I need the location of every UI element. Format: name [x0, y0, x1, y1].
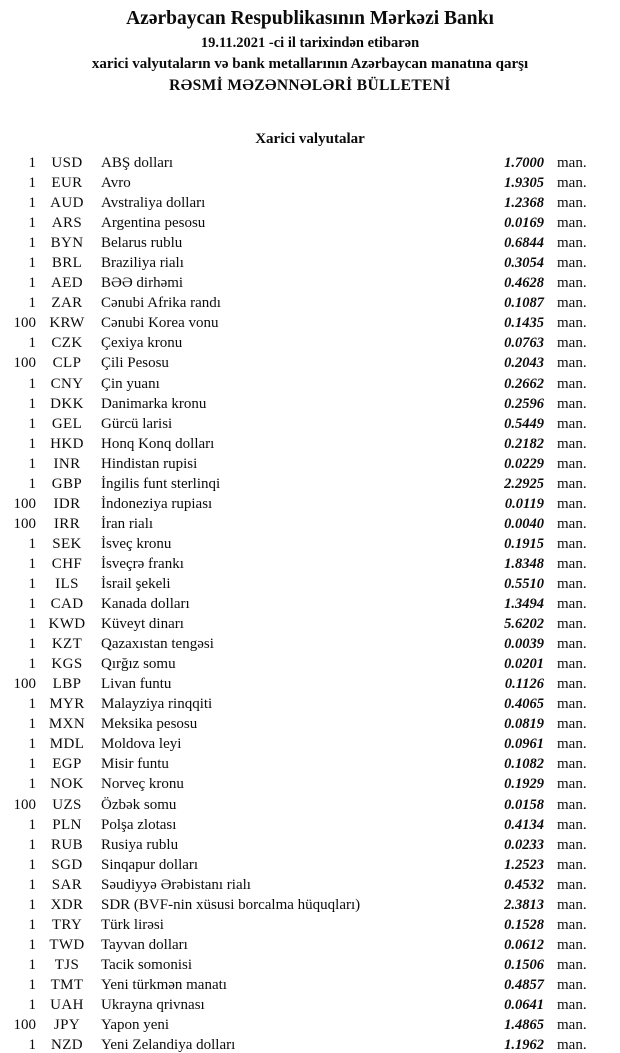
table-row	[0, 213, 620, 233]
table-row	[0, 955, 620, 975]
quantity: 1	[28, 275, 36, 292]
currency-code: MDL	[49, 736, 85, 753]
quantity: 1	[28, 535, 36, 552]
currency-name: İran rialı	[101, 515, 154, 532]
quantity: 1	[28, 716, 36, 733]
bulletin-subtitle: xarici valyutaların və bank metallarının Azərbaycan manatına qarşı	[91, 56, 529, 72]
currency-code: TWD	[49, 936, 85, 953]
currency-name: Kanada dolları	[101, 596, 190, 613]
rate-unit: man.	[557, 515, 587, 532]
quantity: 100	[13, 315, 36, 332]
rate-unit: man.	[557, 796, 587, 813]
table-row	[0, 855, 620, 875]
currency-code: MYR	[49, 696, 85, 713]
currency-code: PLN	[52, 816, 82, 833]
table-row	[0, 193, 620, 213]
rate-unit: man.	[557, 315, 587, 332]
currency-code: IDR	[53, 495, 81, 512]
currency-code: INR	[53, 455, 81, 472]
quantity: 1	[28, 756, 36, 773]
quantity: 100	[13, 515, 36, 532]
rate-unit: man.	[557, 696, 587, 713]
quantity: 1	[28, 195, 36, 212]
quantity: 1	[28, 956, 36, 973]
quantity: 1	[28, 455, 36, 472]
table-row	[0, 1015, 620, 1035]
rate-unit: man.	[557, 816, 587, 833]
quantity: 1	[28, 415, 36, 432]
currency-name: Hindistan rupisi	[101, 455, 198, 472]
rate-unit: man.	[557, 736, 587, 753]
quantity: 1	[28, 636, 36, 653]
table-row	[0, 534, 620, 554]
rate-value: 0.1435	[504, 315, 544, 332]
rate-value: 0.1126	[504, 676, 544, 693]
currency-code: SEK	[52, 535, 82, 552]
rate-unit: man.	[557, 435, 587, 452]
rate-value: 2.3813	[504, 896, 544, 913]
table-row	[0, 935, 620, 955]
currency-name: Belarus rublu	[101, 235, 183, 252]
table-row	[0, 875, 620, 895]
rate-value: 0.1082	[504, 756, 544, 773]
currency-code: GBP	[51, 475, 83, 492]
quantity: 1	[28, 335, 36, 352]
rate-value: 0.0229	[504, 455, 544, 472]
quantity: 100	[13, 1017, 36, 1034]
table-row	[0, 273, 620, 293]
table-row	[0, 694, 620, 714]
rate-value: 1.9305	[504, 175, 544, 192]
table-row	[0, 995, 620, 1015]
rate-unit: man.	[557, 916, 587, 933]
quantity: 1	[28, 596, 36, 613]
quantity: 1	[28, 435, 36, 452]
rate-unit: man.	[557, 475, 587, 492]
table-row	[0, 394, 620, 414]
currency-name: Gürcü larisi	[101, 415, 173, 432]
quantity: 100	[13, 796, 36, 813]
rate-value: 0.0233	[504, 836, 544, 853]
currency-code: CAD	[50, 596, 84, 613]
currency-code: NZD	[50, 1037, 84, 1053]
bank-name-title: Azərbaycan Respublikasının Mərkəzi Bankı	[126, 8, 494, 29]
rate-unit: man.	[557, 656, 587, 673]
currency-name: İsrail şekeli	[101, 575, 171, 592]
rate-value: 0.4628	[504, 275, 544, 292]
rate-unit: man.	[557, 996, 587, 1013]
rate-value: 1.2523	[504, 856, 544, 873]
exchange-rates-table	[0, 153, 620, 1053]
table-row	[0, 815, 620, 835]
rate-unit: man.	[557, 535, 587, 552]
rate-value: 2.2925	[504, 475, 544, 492]
table-row	[0, 494, 620, 514]
table-row	[0, 734, 620, 754]
bulletin-title: RƏSMİ MƏZƏNNƏLƏRİ BÜLLETENİ	[169, 77, 451, 94]
table-row	[0, 253, 620, 273]
rate-value: 0.1915	[504, 535, 544, 552]
rate-value: 0.0201	[504, 656, 544, 673]
table-row	[0, 714, 620, 734]
quantity: 1	[28, 916, 36, 933]
currency-code: DKK	[50, 395, 84, 412]
rate-unit: man.	[557, 936, 587, 953]
quantity: 1	[28, 616, 36, 633]
rate-value: 0.0040	[504, 515, 544, 532]
quantity: 1	[28, 816, 36, 833]
rate-value: 0.0641	[504, 996, 544, 1013]
currency-name: İndoneziya rupiası	[101, 495, 213, 512]
currency-code: KWD	[48, 616, 86, 633]
rate-value: 0.2182	[504, 435, 544, 452]
table-row	[0, 975, 620, 995]
currency-name: Meksika pesosu	[101, 716, 198, 733]
table-row	[0, 774, 620, 794]
currency-code: HKD	[50, 435, 84, 452]
currency-name: Tacik somonisi	[101, 956, 193, 973]
rate-value: 0.0039	[504, 636, 544, 653]
rate-unit: man.	[557, 215, 587, 232]
rate-unit: man.	[557, 596, 587, 613]
currency-code: RUB	[50, 836, 84, 853]
rate-value: 1.8348	[504, 555, 544, 572]
rate-value: 0.4134	[504, 816, 544, 833]
rate-unit: man.	[557, 175, 587, 192]
currency-code: EUR	[51, 175, 83, 192]
quantity: 1	[28, 876, 36, 893]
rate-unit: man.	[557, 896, 587, 913]
table-row	[0, 754, 620, 774]
table-row	[0, 233, 620, 253]
quantity: 1	[28, 255, 36, 272]
currency-code: GEL	[51, 415, 83, 432]
currency-code: UZS	[52, 796, 82, 813]
quantity: 100	[13, 495, 36, 512]
rate-value: 0.0763	[504, 335, 544, 352]
currency-code: CZK	[51, 335, 83, 352]
table-row	[0, 574, 620, 594]
rate-unit: man.	[557, 716, 587, 733]
currency-name: SDR (BVF-nin xüsusi borcalma hüquqları)	[101, 896, 361, 913]
currency-code: KZT	[51, 636, 83, 653]
currency-name: Ukrayna qrivnası	[101, 996, 205, 1013]
currency-name: Moldova leyi	[101, 736, 182, 753]
rate-value: 0.6844	[504, 235, 544, 252]
quantity: 1	[28, 235, 36, 252]
currency-name: Çin yuanı	[101, 375, 160, 392]
table-row	[0, 474, 620, 494]
table-row	[0, 915, 620, 935]
table-row	[0, 835, 620, 855]
rate-unit: man.	[557, 355, 587, 372]
quantity: 1	[28, 856, 36, 873]
quantity: 1	[28, 575, 36, 592]
rate-unit: man.	[557, 555, 587, 572]
quantity: 1	[28, 175, 36, 192]
table-row	[0, 554, 620, 574]
table-row	[0, 374, 620, 394]
rate-unit: man.	[557, 275, 587, 292]
quantity: 1	[28, 976, 36, 993]
table-row	[0, 674, 620, 694]
currency-code: ZAR	[51, 295, 83, 312]
rate-unit: man.	[557, 295, 587, 312]
currency-name: BƏƏ dirhəmi	[101, 275, 184, 292]
currency-code: CNY	[50, 375, 84, 392]
rate-value: 5.6202	[504, 616, 544, 633]
currency-code: BRL	[51, 255, 83, 272]
quantity: 1	[28, 896, 36, 913]
quantity: 1	[28, 836, 36, 853]
currency-code: SAR	[51, 876, 83, 893]
quantity: 1	[28, 1037, 36, 1053]
rate-unit: man.	[557, 575, 587, 592]
rate-unit: man.	[557, 836, 587, 853]
currency-code: CHF	[51, 555, 83, 572]
currency-name: İsveç kronu	[101, 535, 172, 552]
rate-value: 0.1929	[504, 776, 544, 793]
rate-unit: man.	[557, 495, 587, 512]
section-title-foreign-currencies: Xarici valyutalar	[255, 131, 365, 147]
table-row	[0, 634, 620, 654]
rate-unit: man.	[557, 756, 587, 773]
currency-name: Rusiya rublu	[101, 836, 179, 853]
table-row	[0, 795, 620, 815]
currency-name: Yapon yeni	[101, 1017, 170, 1034]
table-row	[0, 313, 620, 333]
rate-value: 1.1962	[504, 1037, 544, 1053]
currency-code: TJS	[54, 956, 80, 973]
currency-name: Cənubi Afrika randı	[101, 295, 221, 312]
rate-value: 0.4065	[504, 696, 544, 713]
table-row	[0, 293, 620, 313]
rate-unit: man.	[557, 956, 587, 973]
rate-unit: man.	[557, 415, 587, 432]
rate-value: 1.2368	[504, 195, 544, 212]
currency-code: BYN	[50, 235, 84, 252]
quantity: 100	[13, 676, 36, 693]
currency-code: MXN	[48, 716, 86, 733]
rate-value: 1.3494	[504, 596, 544, 613]
rate-unit: man.	[557, 616, 587, 633]
quantity: 1	[28, 696, 36, 713]
currency-code: XDR	[50, 896, 84, 913]
currency-code: SGD	[51, 856, 83, 873]
currency-name: Livan funtu	[101, 676, 172, 693]
currency-name: Honq Konq dolları	[101, 435, 215, 452]
currency-name: İngilis funt sterlinqi	[101, 475, 221, 492]
currency-code: KRW	[49, 315, 85, 332]
table-row	[0, 654, 620, 674]
currency-name: Səudiyyə Ərəbistanı rialı	[101, 876, 251, 893]
rate-value: 0.1506	[504, 956, 544, 973]
currency-code: JPY	[53, 1017, 81, 1034]
rate-unit: man.	[557, 455, 587, 472]
quantity: 100	[13, 355, 36, 372]
currency-code: IRR	[53, 515, 81, 532]
quantity: 1	[28, 555, 36, 572]
quantity: 1	[28, 375, 36, 392]
table-row	[0, 353, 620, 373]
table-row	[0, 414, 620, 434]
currency-name: Çili Pesosu	[101, 355, 169, 372]
rate-value: 0.2043	[504, 355, 544, 372]
rate-value: 0.1087	[504, 295, 544, 312]
rate-value: 0.4857	[504, 976, 544, 993]
rate-value: 0.0961	[504, 736, 544, 753]
table-row	[0, 1035, 620, 1053]
currency-name: Avstraliya dolları	[101, 195, 206, 212]
rate-value: 0.0169	[504, 215, 544, 232]
rate-unit: man.	[557, 856, 587, 873]
currency-name: Çexiya kronu	[101, 335, 183, 352]
rate-value: 0.2596	[504, 395, 544, 412]
table-row	[0, 614, 620, 634]
currency-name: Argentina pesosu	[101, 215, 206, 232]
rate-unit: man.	[557, 335, 587, 352]
currency-name: İsveçrə frankı	[101, 555, 184, 572]
currency-code: AED	[50, 275, 84, 292]
rate-value: 1.4865	[504, 1017, 544, 1034]
currency-code: ILS	[55, 575, 79, 592]
rate-unit: man.	[557, 676, 587, 693]
table-row	[0, 594, 620, 614]
rate-unit: man.	[557, 876, 587, 893]
quantity: 1	[28, 736, 36, 753]
rate-unit: man.	[557, 155, 587, 171]
currency-name: Tayvan dolları	[101, 936, 188, 953]
rate-value: 0.3054	[504, 255, 544, 272]
currency-name: Braziliya rialı	[101, 255, 184, 272]
rate-unit: man.	[557, 395, 587, 412]
quantity: 1	[28, 215, 36, 232]
table-row	[0, 333, 620, 353]
rate-value: 1.7000	[504, 155, 544, 171]
table-row	[0, 514, 620, 534]
rate-value: 0.0612	[504, 936, 544, 953]
currency-code: NOK	[50, 776, 84, 793]
table-row	[0, 895, 620, 915]
currency-name: Norveç kronu	[101, 776, 184, 793]
rate-unit: man.	[557, 1037, 587, 1053]
currency-code: EGP	[52, 756, 82, 773]
currency-code: KGS	[51, 656, 83, 673]
rate-unit: man.	[557, 776, 587, 793]
currency-code: LBP	[52, 676, 82, 693]
rate-value: 0.5449	[504, 415, 544, 432]
rate-unit: man.	[557, 235, 587, 252]
quantity: 1	[28, 996, 36, 1013]
currency-name: Sinqapur dolları	[101, 856, 199, 873]
quantity: 1	[28, 776, 36, 793]
quantity: 1	[28, 295, 36, 312]
currency-code: TMT	[50, 976, 84, 993]
currency-code: USD	[51, 155, 83, 171]
currency-name: Türk lirəsi	[101, 916, 164, 933]
rate-unit: man.	[557, 195, 587, 212]
currency-name: ABŞ dolları	[101, 155, 174, 171]
currency-code: UAH	[50, 996, 84, 1013]
currency-name: Yeni türkmən manatı	[101, 976, 227, 993]
currency-name: Avro	[101, 175, 131, 192]
rate-value: 0.4532	[504, 876, 544, 893]
currency-name: Qırğız somu	[101, 656, 176, 673]
rate-value: 0.1528	[504, 916, 544, 933]
rate-value: 0.0119	[504, 495, 544, 512]
rate-value: 0.5510	[504, 575, 544, 592]
rate-value: 0.0158	[504, 796, 544, 813]
effective-date-line: 19.11.2021 -ci il tarixindən etibarən	[200, 35, 420, 51]
rate-unit: man.	[557, 976, 587, 993]
rate-unit: man.	[557, 636, 587, 653]
table-row	[0, 454, 620, 474]
currency-name: Qazaxıstan tengəsi	[101, 636, 214, 653]
currency-name: Polşa zlotası	[101, 816, 177, 833]
quantity: 1	[28, 475, 36, 492]
currency-name: Cənubi Korea vonu	[101, 315, 219, 332]
rate-unit: man.	[557, 1017, 587, 1034]
currency-code: CLP	[52, 355, 82, 372]
rate-unit: man.	[557, 375, 587, 392]
table-row	[0, 434, 620, 454]
currency-code: AUD	[50, 195, 84, 212]
rate-value: 0.0819	[504, 716, 544, 733]
currency-name: Misir funtu	[101, 756, 169, 773]
rate-value: 0.2662	[504, 375, 544, 392]
currency-name: Malayziya rinqqiti	[101, 696, 213, 713]
currency-code: TRY	[51, 916, 83, 933]
currency-name: Yeni Zelandiya dolları	[101, 1037, 236, 1053]
currency-name: Küveyt dinarı	[101, 616, 184, 633]
table-row	[0, 153, 620, 173]
quantity: 1	[28, 936, 36, 953]
rate-unit: man.	[557, 255, 587, 272]
quantity: 1	[28, 656, 36, 673]
currency-name: Danimarka kronu	[101, 395, 207, 412]
currency-name: Özbək somu	[101, 796, 177, 813]
currency-code: ARS	[51, 215, 83, 232]
quantity: 1	[28, 395, 36, 412]
quantity: 1	[28, 155, 36, 171]
table-row	[0, 173, 620, 193]
document-header	[0, 0, 620, 97]
